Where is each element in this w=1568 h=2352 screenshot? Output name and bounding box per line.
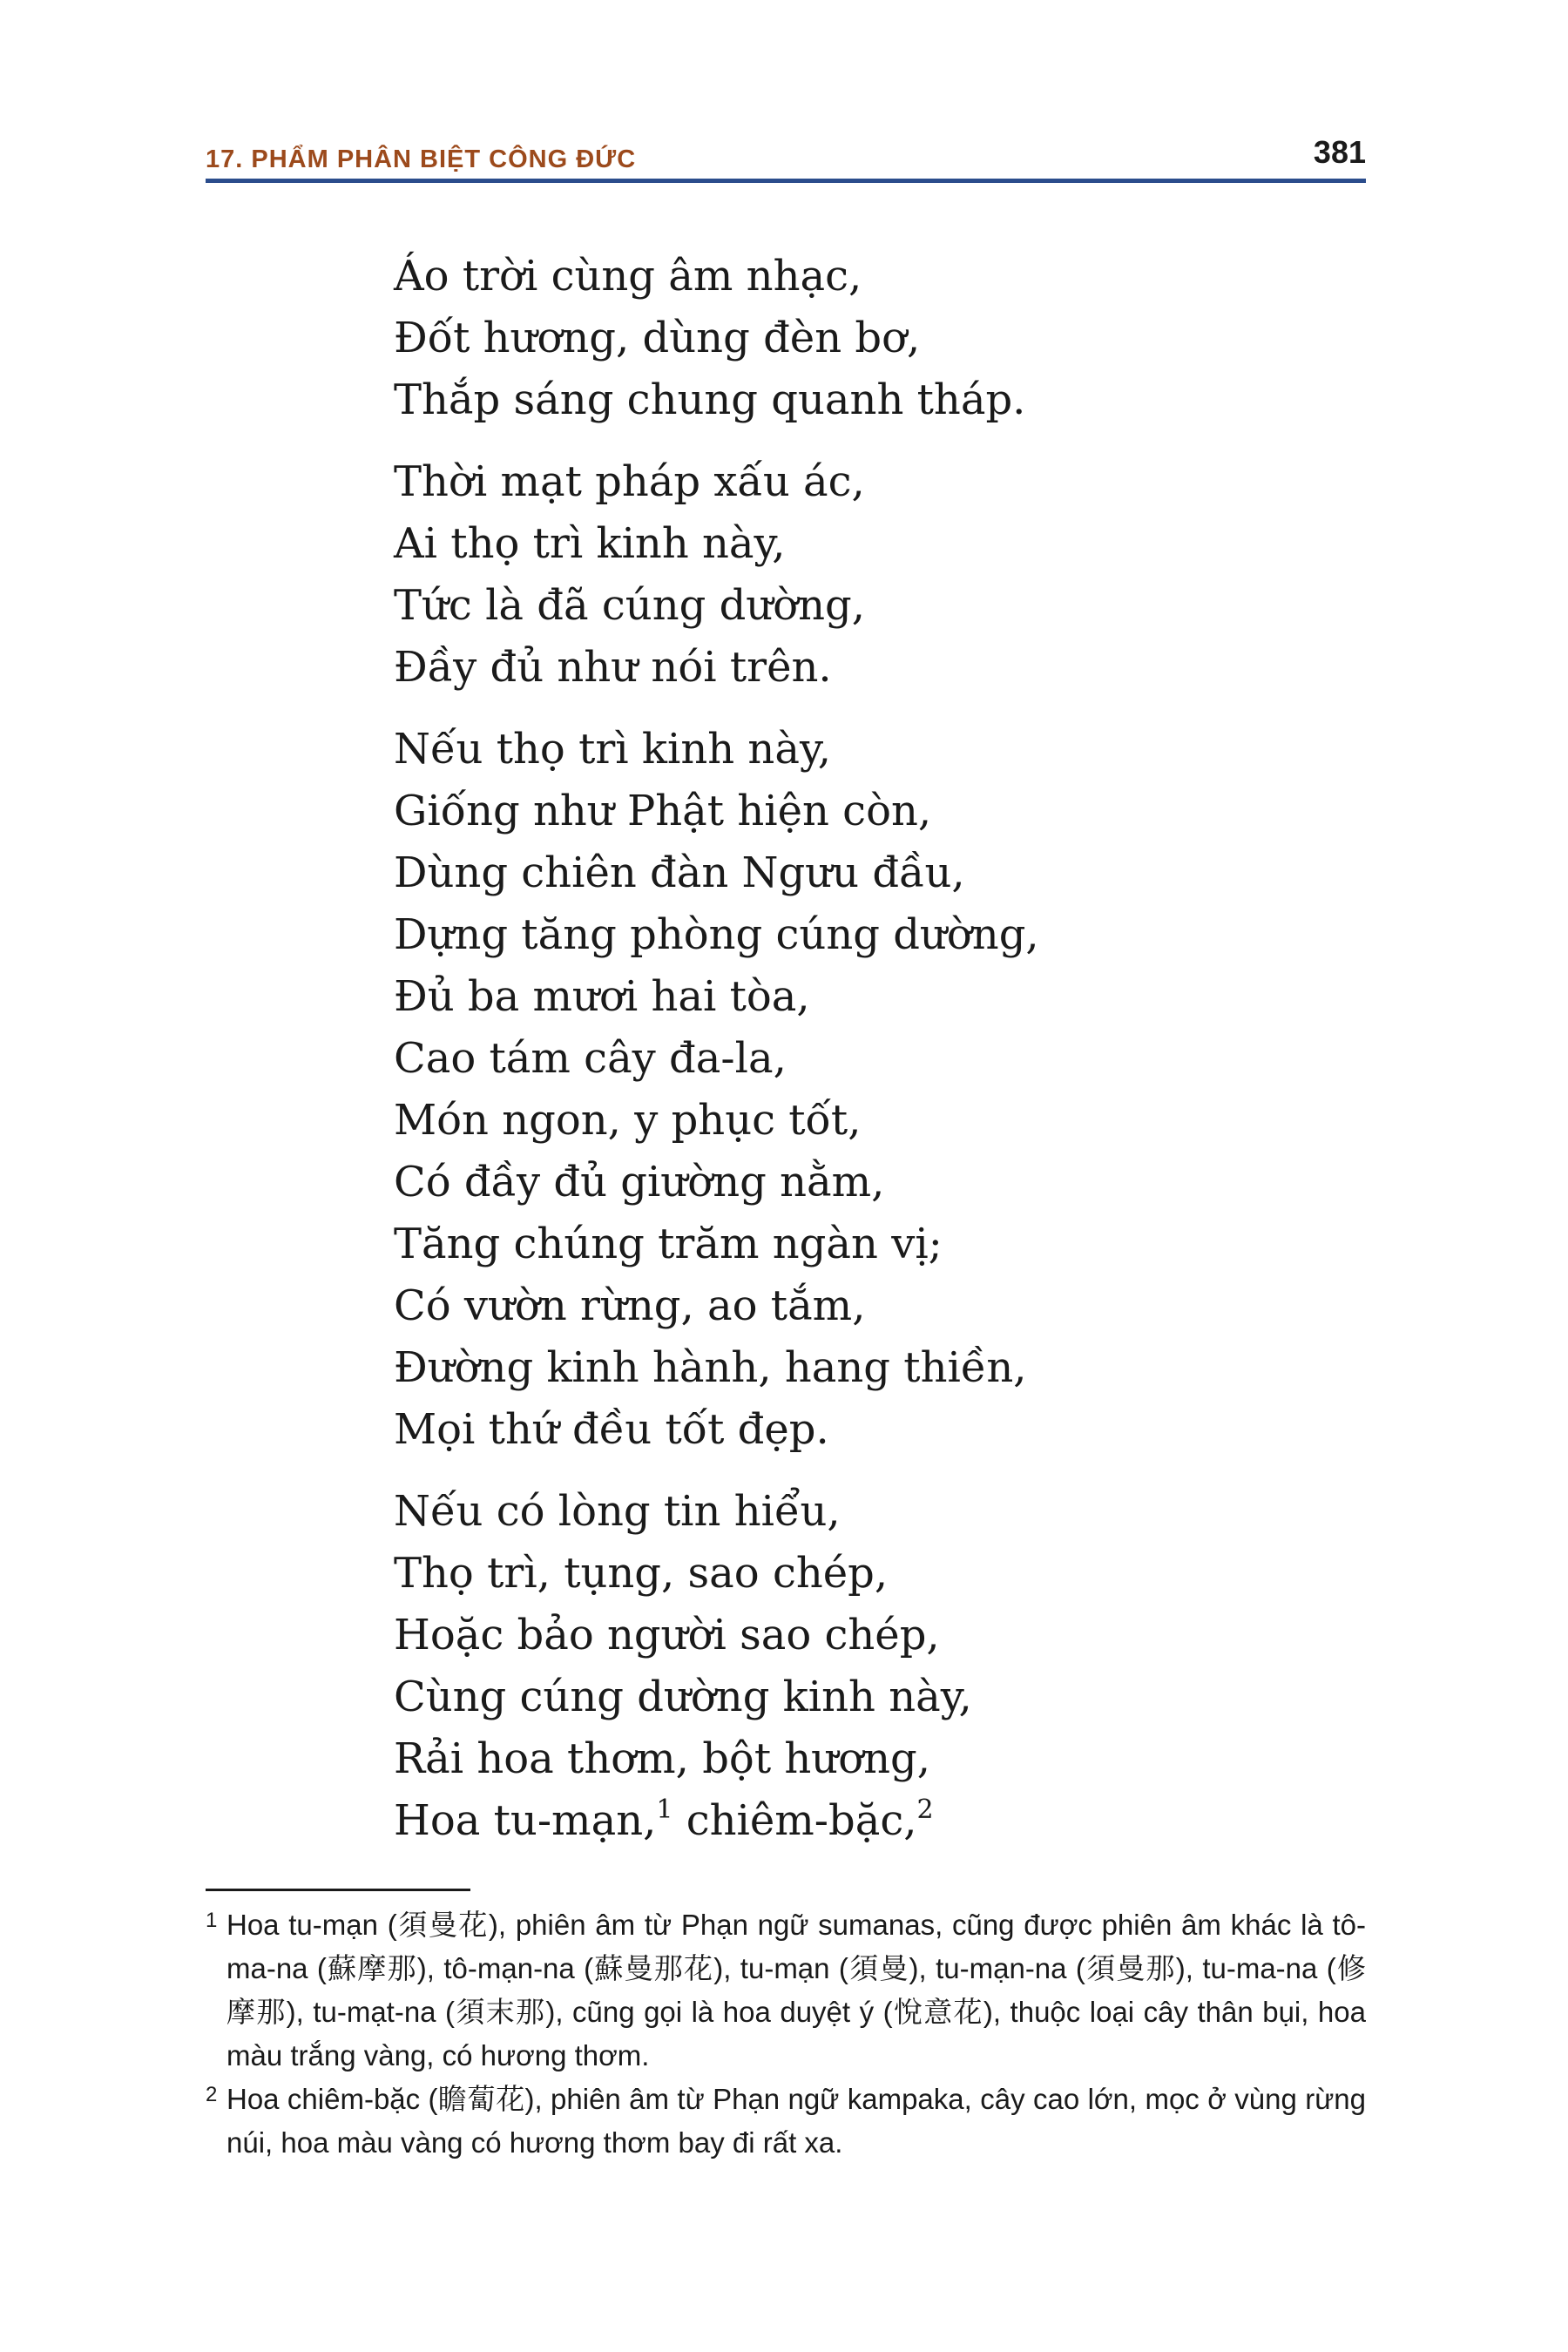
footnotes xyxy=(206,1903,1366,2165)
stanza-2 xyxy=(394,451,1352,699)
chapter-title: 17. PHẨM PHÂN BIỆT CÔNG ĐỨC xyxy=(206,145,637,173)
verse-line: Hoặc bảo người sao chép, xyxy=(394,1611,940,1659)
verse-line: Có vườn rừng, ao tắm, xyxy=(394,1281,866,1330)
footnote-2 xyxy=(206,2078,1366,2165)
verse-line: Tăng chúng trăm ngàn vị; xyxy=(394,1220,943,1268)
verse-line: Đốt hương, dùng đèn bơ, xyxy=(394,314,921,362)
verse-line: Có đầy đủ giường nằm, xyxy=(394,1158,885,1206)
verse-text: chiêm-bặc, xyxy=(672,1796,917,1845)
verse-line: Mọi thứ đều tốt đẹp. xyxy=(394,1405,829,1454)
page-header xyxy=(206,122,1366,183)
footnote-ref-2[interactable]: 2 xyxy=(916,1794,934,1825)
page-number: 381 xyxy=(1313,134,1366,170)
verse-line: Đủ ba mươi hai tòa, xyxy=(394,972,810,1021)
verse-line-with-footnotes xyxy=(394,1790,1352,1852)
footnote-marker: 2 xyxy=(206,2083,218,2106)
stanza-3 xyxy=(394,719,1352,1461)
verse-line: Dựng tăng phòng cúng dường, xyxy=(394,910,1039,959)
verse-line: Rải hoa thơm, bột hương, xyxy=(394,1734,930,1783)
footnote-text: Hoa chiêm-bặc (瞻蔔花), phiên âm từ Phạn ngữ kampaka, cây cao lớn, mọc ở vùng rừng núi, hoa màu vàng có hương thơm bay đi rất xa. xyxy=(226,2083,1366,2159)
verse-line: Đường kinh hành, hang thiền, xyxy=(394,1343,1027,1392)
header-rule xyxy=(206,179,1366,183)
footnote-rule xyxy=(206,1889,470,1891)
stanza-4 xyxy=(394,1481,1352,1852)
stanza-1 xyxy=(394,246,1352,431)
footnote-marker: 1 xyxy=(206,1909,218,1932)
verse-line: Thắp sáng chung quanh tháp. xyxy=(394,375,1026,424)
verse-body xyxy=(394,246,1352,1872)
verse-line: Ai thọ trì kinh này, xyxy=(394,519,786,568)
verse-line: Cao tám cây đa-la, xyxy=(394,1034,787,1083)
verse-text: Hoa tu-mạn, xyxy=(394,1796,657,1845)
verse-line: Nếu thọ trì kinh này, xyxy=(394,725,831,774)
footnote-text: Hoa tu-mạn (須曼花), phiên âm từ Phạn ngữ sumanas, cũng được phiên âm khác là tô-ma-na (蘇摩那), tô-mạn-na (蘇曼那花), tu-mạn (須曼), tu-mạn-na (須曼那), tu-ma-na (修摩那), tu-mạt-na (須末那), cũng gọi là hoa duyệt ý (悅意花), thuộc loại cây thân bụi, hoa màu trắng vàng, có hương thơm. xyxy=(226,1909,1366,2072)
verse-line: Áo trời cùng âm nhạc, xyxy=(394,252,862,301)
verse-line: Cùng cúng dường kinh này, xyxy=(394,1673,972,1721)
footnote-1 xyxy=(206,1903,1366,2078)
verse-line: Món ngon, y phục tốt, xyxy=(394,1096,862,1145)
verse-line: Nếu có lòng tin hiểu, xyxy=(394,1487,841,1536)
verse-line: Tức là đã cúng dường, xyxy=(394,581,866,630)
verse-line: Giống như Phật hiện còn, xyxy=(394,787,932,835)
verse-line: Dùng chiên đàn Ngưu đầu, xyxy=(394,848,965,897)
verse-line: Đầy đủ như nói trên. xyxy=(394,643,832,692)
footnote-ref-1[interactable]: 1 xyxy=(656,1794,673,1825)
verse-line: Thọ trì, tụng, sao chép, xyxy=(394,1549,889,1598)
verse-line: Thời mạt pháp xấu ác, xyxy=(394,457,865,506)
